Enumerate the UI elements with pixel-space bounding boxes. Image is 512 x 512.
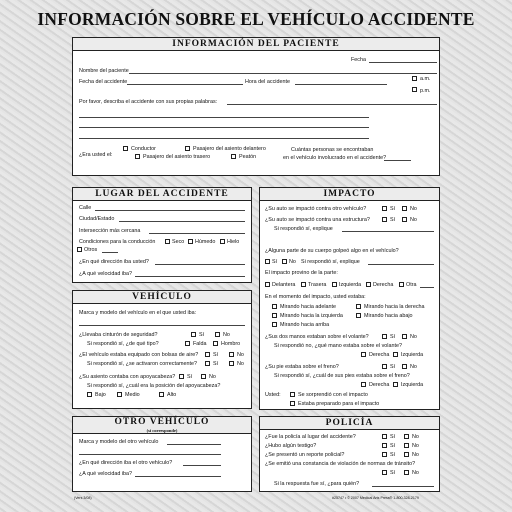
airbags-yes-label: Sí <box>213 352 219 358</box>
looking-up-checkbox[interactable] <box>272 322 277 327</box>
airbags-no-checkbox[interactable] <box>229 352 234 357</box>
high-checkbox[interactable] <box>159 392 164 397</box>
police-scene-yes-checkbox[interactable] <box>382 434 387 439</box>
describe-line-1[interactable] <box>227 104 437 105</box>
front-passenger-checkbox[interactable] <box>185 146 190 151</box>
citation-no-checkbox[interactable] <box>404 470 409 475</box>
headrest-yes-label: Sí <box>187 374 193 380</box>
other-side-field[interactable] <box>420 287 434 288</box>
vehicle-model-label: Marca y modelo del vehículo en el que usted iba: <box>79 310 197 316</box>
vehicle-section <box>72 290 252 409</box>
right-label: Derecha <box>373 282 394 288</box>
surprised-checkbox[interactable] <box>290 392 295 397</box>
other-vehicle-model-label: Marca y modelo del otro vehículo <box>79 439 159 445</box>
seatbelt-yes-label: Sí <box>199 332 205 338</box>
other-vehicle-speed-field[interactable] <box>135 476 221 477</box>
dry-checkbox[interactable] <box>165 239 170 244</box>
deployed-no-checkbox[interactable] <box>229 361 234 366</box>
seatbelt-yes-checkbox[interactable] <box>191 332 196 337</box>
impact-section <box>259 187 440 410</box>
footer-version: (Vers 3/08) <box>74 496 92 500</box>
seatbelt-type-label: Si respondió sí, ¿de qué tipo? <box>87 341 159 347</box>
police-report-yes-checkbox[interactable] <box>382 452 387 457</box>
impact-vehicle-no-label: No <box>410 206 417 212</box>
body-hit-explain-label: Si respondió sí, explique <box>301 259 360 265</box>
accident-time-field[interactable] <box>295 84 387 85</box>
body-hit-explain-field[interactable] <box>368 264 434 265</box>
police-scene-question: ¿Fue la policía al lugar del accidente? <box>265 434 356 440</box>
front-passenger-label: Pasajero del asiento delantero <box>193 146 266 152</box>
patient-name-field[interactable] <box>129 73 437 74</box>
headrest-question: ¿Su asiento contaba con apoyacabeza? <box>79 374 176 380</box>
brake-yes-checkbox[interactable] <box>382 364 387 369</box>
witness-yes-checkbox[interactable] <box>382 443 387 448</box>
citation-who-label: Si la respuesta fue sí, ¿para quién? <box>274 481 360 487</box>
impact-vehicle-yes-label: Sí <box>390 206 396 212</box>
date-label: Fecha <box>351 57 366 63</box>
other-vehicle-direction-label: ¿En qué dirección iba el otro vehículo? <box>79 460 173 466</box>
foot-left-label: Izquierda <box>401 382 424 388</box>
witness-yes-label: Sí <box>390 443 396 449</box>
describe-line-3[interactable] <box>79 127 369 128</box>
speed-field[interactable] <box>135 276 245 277</box>
body-hit-no-checkbox[interactable] <box>282 259 287 264</box>
am-label: a.m. <box>420 76 431 82</box>
other-vehicle-direction-field[interactable] <box>183 465 221 466</box>
looking-forward-label: Mirando hacia adelante <box>280 304 337 310</box>
citation-yes-checkbox[interactable] <box>382 470 387 475</box>
lap-belt-checkbox[interactable] <box>185 341 190 346</box>
speed-label: ¿A qué velocidad iba? <box>79 271 133 277</box>
other-vehicle-model-line[interactable] <box>79 454 221 455</box>
witness-question: ¿Hubo algún testigo? <box>265 443 317 449</box>
lap-belt-label: Falda <box>193 341 207 347</box>
deployed-yes-label: Sí <box>213 361 219 367</box>
seatbelt-no-label: No <box>223 332 230 338</box>
shoulder-belt-checkbox[interactable] <box>213 341 218 346</box>
witness-no-label: No <box>412 443 419 449</box>
occupants-label-2: en el vehículo involucrado en el accidente? <box>283 155 387 161</box>
police-report-yes-label: Sí <box>390 452 396 458</box>
other-vehicle-title: OTRO VEHÍCULO <box>114 417 210 427</box>
impact-origin-label: El impacto provino de la parte: <box>265 270 338 276</box>
citation-question: ¿Se emitió una constancia de violación de normas de tránsito? <box>265 461 416 467</box>
intersection-label: Intersección más cercana <box>79 228 141 234</box>
pm-checkbox[interactable] <box>412 87 417 92</box>
ice-label: Hielo <box>227 239 240 245</box>
left-checkbox[interactable] <box>332 282 337 287</box>
patient-info-header: INFORMACIÓN DEL PACIENTE <box>73 38 439 51</box>
describe-label: Por favor, describa el accidente con sus propias palabras: <box>79 99 218 105</box>
describe-line-4[interactable] <box>79 138 369 139</box>
vehicle-model-line[interactable] <box>79 325 245 326</box>
citation-no-label: No <box>412 470 419 476</box>
prepared-label: Estaba preparado para el impacto <box>298 401 380 407</box>
other-vehicle-model-field[interactable] <box>167 444 221 445</box>
accident-location-section <box>72 187 252 283</box>
date-field[interactable] <box>369 62 437 63</box>
impact-structure-yes-checkbox[interactable] <box>382 217 387 222</box>
surprised-label: Se sorprendió con el impacto <box>298 392 368 398</box>
body-hit-no-label: No <box>289 259 296 265</box>
hands-question: ¿Sus dos manos estaban sobre el volante? <box>265 334 369 340</box>
police-scene-no-checkbox[interactable] <box>404 434 409 439</box>
looking-right-checkbox[interactable] <box>356 304 361 309</box>
am-checkbox[interactable] <box>412 76 417 81</box>
middle-label: Medio <box>125 392 140 398</box>
other-side-checkbox[interactable] <box>399 282 404 287</box>
brake-no-label: No <box>410 364 417 370</box>
low-checkbox[interactable] <box>87 392 92 397</box>
rear-checkbox[interactable] <box>301 282 306 287</box>
looking-up-label: Mirando hacia arriba <box>280 322 330 328</box>
patient-name-label: Nombre del paciente <box>79 68 129 74</box>
other-conditions-label: Otros <box>84 247 98 253</box>
structure-explain-label: Si respondió sí, explique <box>274 226 333 232</box>
impact-header: IMPACTO <box>260 188 439 201</box>
headrest-no-checkbox[interactable] <box>201 374 206 379</box>
footer-copyright: #25747 • © 2007 Medical Arts Press® 1-800-328-2179 <box>332 496 419 500</box>
brake-question: ¿Su pie estaba sobre el freno? <box>265 364 339 370</box>
body-hit-question: ¿Alguna parte de su cuerpo golpeó algo en el vehículo? <box>265 248 399 254</box>
city-field[interactable] <box>119 221 245 222</box>
impact-vehicle-no-checkbox[interactable] <box>402 206 407 211</box>
dry-label: Seco <box>172 239 185 245</box>
police-report-no-label: No <box>412 452 419 458</box>
direction-label: ¿En qué dirección iba usted? <box>79 259 149 265</box>
body-hit-yes-checkbox[interactable] <box>265 259 270 264</box>
moment-label: En el momento del impacto, usted estaba: <box>265 294 366 300</box>
citation-yes-label: Sí <box>390 470 396 476</box>
deployed-no-label: No <box>237 361 244 367</box>
front-label: Delantera <box>272 282 296 288</box>
street-field[interactable] <box>95 210 245 211</box>
witness-no-checkbox[interactable] <box>404 443 409 448</box>
you-label: Usted: <box>265 392 281 398</box>
impact-vehicle-yes-checkbox[interactable] <box>382 206 387 211</box>
police-scene-yes-label: Sí <box>390 434 396 440</box>
pedestrian-label: Peatón <box>239 154 257 160</box>
hands-no-checkbox[interactable] <box>402 334 407 339</box>
impact-structure-no-label: No <box>410 217 417 223</box>
body-hit-yes-label: Sí <box>272 259 278 265</box>
hand-left-checkbox[interactable] <box>393 352 398 357</box>
looking-down-label: Mirando hacia abajo <box>364 313 413 319</box>
driver-checkbox[interactable] <box>123 146 128 151</box>
accident-time-label: Hora del accidente <box>245 79 290 85</box>
pm-label: p.m. <box>420 88 431 94</box>
pedestrian-checkbox[interactable] <box>231 154 236 159</box>
high-label: Alto <box>167 392 177 398</box>
accident-date-label: Fecha del accidente <box>79 79 128 85</box>
headrest-yes-checkbox[interactable] <box>179 374 184 379</box>
seatbelt-question: ¿Llevaba cinturón de seguridad? <box>79 332 158 338</box>
other-vehicle-subtitle: (si corresponde) <box>146 428 178 433</box>
wet-label: Húmedo <box>195 239 216 245</box>
occupants-label-1: Cuántas personas se encontraban <box>291 147 374 153</box>
prepared-checkbox[interactable] <box>290 401 295 406</box>
patient-info-section <box>72 37 440 176</box>
occupants-field[interactable] <box>384 160 411 161</box>
intersection-field[interactable] <box>149 233 245 234</box>
hand-right-checkbox[interactable] <box>361 352 366 357</box>
low-label: Bajo <box>95 392 106 398</box>
airbags-deployed-question: Si respondió sí, ¿se activaron correctamente? <box>87 361 197 367</box>
airbags-no-label: No <box>237 352 244 358</box>
looking-left-checkbox[interactable] <box>272 313 277 318</box>
rear-passenger-label: Pasajero del asiento trasero <box>143 154 211 160</box>
other-conditions-checkbox[interactable] <box>77 247 82 252</box>
impact-vehicle-question: ¿Su auto se impactó contra otro vehículo? <box>265 206 367 212</box>
shoulder-belt-label: Hombro <box>221 341 241 347</box>
form-title: INFORMACIÓN SOBRE EL VEHÍCULO ACCIDENTE <box>37 9 475 29</box>
other-conditions-field[interactable] <box>102 252 118 253</box>
looking-forward-checkbox[interactable] <box>272 304 277 309</box>
vehicle-header: VEHÍCULO <box>73 291 251 304</box>
looking-down-checkbox[interactable] <box>356 313 361 318</box>
police-report-question: ¿Se presentó un reporte policial? <box>265 452 345 458</box>
looking-right-label: Mirando hacia la derecha <box>364 304 425 310</box>
middle-checkbox[interactable] <box>117 392 122 397</box>
foot-left-checkbox[interactable] <box>393 382 398 387</box>
direction-field[interactable] <box>155 264 245 265</box>
hands-no-label: No <box>410 334 417 340</box>
impact-structure-question: ¿Su auto se impactó contra una estructura? <box>265 217 370 223</box>
accident-date-field[interactable] <box>127 84 243 85</box>
citation-who-field[interactable] <box>372 486 434 487</box>
rear-label: Trasera <box>308 282 327 288</box>
describe-line-2[interactable] <box>79 117 369 118</box>
foot-right-checkbox[interactable] <box>361 382 366 387</box>
police-scene-no-label: No <box>412 434 419 440</box>
street-label: Calle <box>79 205 92 211</box>
city-label: Ciudad/Estado <box>79 216 115 222</box>
front-checkbox[interactable] <box>265 282 270 287</box>
wet-checkbox[interactable] <box>188 239 193 244</box>
other-vehicle-header <box>73 417 251 434</box>
hands-yes-label: Sí <box>390 334 396 340</box>
headrest-position-label: Si respondió sí, ¿cuál era la posición del apoyacabeza? <box>87 383 221 389</box>
police-section <box>259 416 440 492</box>
driver-label: Conductor <box>131 146 156 152</box>
hands-yes-checkbox[interactable] <box>382 334 387 339</box>
other-vehicle-section <box>72 416 252 492</box>
airbags-yes-checkbox[interactable] <box>205 352 210 357</box>
hand-right-label: Derecha <box>369 352 390 358</box>
deployed-yes-checkbox[interactable] <box>205 361 210 366</box>
airbags-question: ¿El vehículo estaba equipado con bolsas de aire? <box>79 352 199 358</box>
other-vehicle-speed-label: ¿A qué velocidad iba? <box>79 471 133 477</box>
seatbelt-no-checkbox[interactable] <box>215 332 220 337</box>
police-header: POLICÍA <box>260 417 439 430</box>
headrest-no-label: No <box>209 374 216 380</box>
accident-location-header: LUGAR DEL ACCIDENTE <box>73 188 251 201</box>
conditions-label: Condiciones para la conducción <box>79 239 156 245</box>
structure-explain-field[interactable] <box>342 231 434 232</box>
impact-structure-yes-label: Sí <box>390 217 396 223</box>
right-checkbox[interactable] <box>366 282 371 287</box>
which-hand-label: Si respondió no, ¿qué mano estaba sobre el volante? <box>274 343 402 349</box>
rear-passenger-checkbox[interactable] <box>135 154 140 159</box>
left-label: Izquierda <box>339 282 362 288</box>
hand-left-label: Izquierda <box>401 352 424 358</box>
brake-no-checkbox[interactable] <box>402 364 407 369</box>
ice-checkbox[interactable] <box>220 239 225 244</box>
police-report-no-checkbox[interactable] <box>404 452 409 457</box>
brake-yes-label: Sí <box>390 364 396 370</box>
foot-right-label: Derecha <box>369 382 390 388</box>
role-label: ¿Era usted el: <box>79 152 113 158</box>
looking-left-label: Mirando hacia la izquierda <box>280 313 343 319</box>
other-side-label: Otra <box>406 282 417 288</box>
which-foot-label: Si respondió sí, ¿cuál de sus pies estaba sobre el freno? <box>274 373 410 379</box>
impact-structure-no-checkbox[interactable] <box>402 217 407 222</box>
